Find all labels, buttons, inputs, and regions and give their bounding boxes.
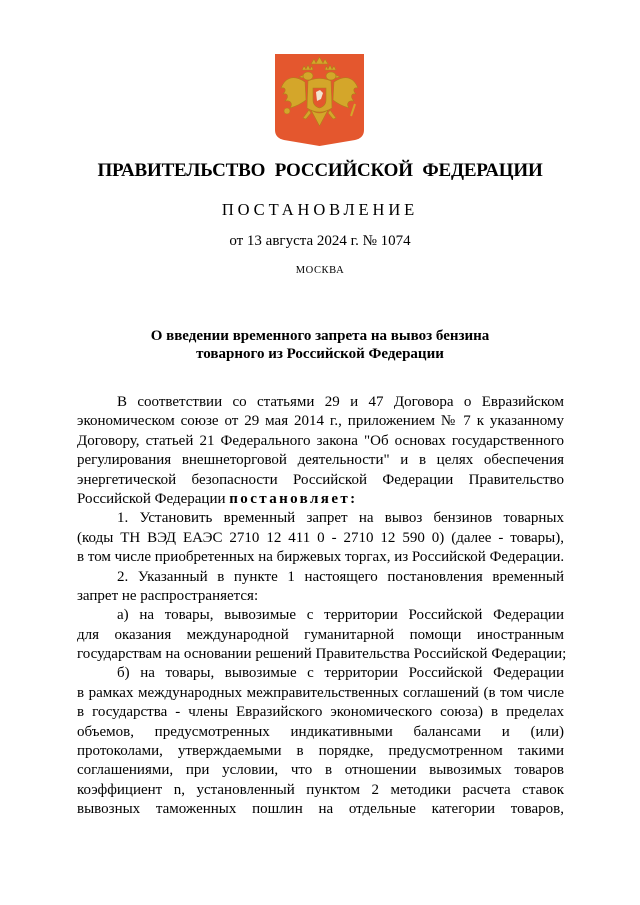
- body-line: [77, 490, 564, 509]
- body-line: в рамках международных межправительственных соглашений (в том числе: [77, 684, 564, 701]
- document-heading: [0, 328, 640, 363]
- coat-of-arms-icon: [275, 54, 364, 146]
- body-line: Договору, статьей 21 Федерального закона "Об основах государственного: [77, 432, 564, 449]
- document-type: ПОСТАНОВЛЕНИЕ: [221, 200, 419, 219]
- operative-word: постановляет:: [229, 490, 358, 507]
- body-line: коэффициент n, установленный пунктом 2 методики расчета ставок: [77, 781, 564, 798]
- body-line: соглашениями, при условии, что в отношении вывозимых товаров: [77, 762, 564, 779]
- body-line: 1. Установить временный запрет на вывоз бензинов товарных: [117, 510, 564, 527]
- body-line: энергетической безопасности Российской Федерации Правительство: [77, 471, 564, 488]
- body-line: запрет не распространяется:: [77, 587, 259, 604]
- body-line: объемов, предусмотренных индикативными балансами и (или): [77, 723, 564, 740]
- body-line: в том числе приобретенных на биржевых торгах, из Российской Федерации.: [77, 549, 565, 566]
- document-date-number: от 13 августа 2024 г. № 1074: [229, 233, 411, 249]
- body-line: а) на товары, вывозимые с территории Российской Федерации: [117, 607, 564, 624]
- heading-line: товарного из Российской Федерации: [196, 345, 444, 362]
- body-line: 2. Указанный в пункте 1 настоящего постановления временный: [117, 568, 564, 585]
- body-line: регулирования внешнеторговой деятельности" и в целях обеспечения: [77, 452, 564, 469]
- body-line: экономическом союзе от 29 мая 2014 г., приложением № 7 к указанному: [77, 413, 564, 430]
- heading-line: О введении временного запрета на вывоз бензина: [150, 328, 490, 344]
- body-line: В соответствии со статьями 29 и 47 Договора о Евразийском: [117, 394, 564, 410]
- body-line: в государства - члены Евразийского экономического союза) в пределах: [77, 704, 564, 721]
- government-title: ПРАВИТЕЛЬСТВО РОССИЙСКОЙ ФЕДЕРАЦИИ: [97, 160, 543, 181]
- body-text: Российской Федерации: [77, 490, 226, 507]
- body-line: вывозных таможенных пошлин на отдельные категории товаров,: [77, 801, 564, 818]
- document-city: МОСКВА: [295, 265, 345, 276]
- body-line: для оказания международной гуманитарной помощи иностранным: [77, 626, 564, 643]
- body-line: (коды ТН ВЭД ЕАЭС 2710 12 411 0 - 2710 12 590 0) (далее - товары),: [77, 529, 564, 546]
- body-line: протоколами, утверждаемыми в порядке, предусмотренном такими: [77, 743, 564, 760]
- document-body: [77, 393, 567, 820]
- body-line: государствам на основании решений Правительства Российской Федерации;: [77, 646, 567, 663]
- body-line: б) на товары, вывозимые с территории Российской Федерации: [117, 665, 564, 682]
